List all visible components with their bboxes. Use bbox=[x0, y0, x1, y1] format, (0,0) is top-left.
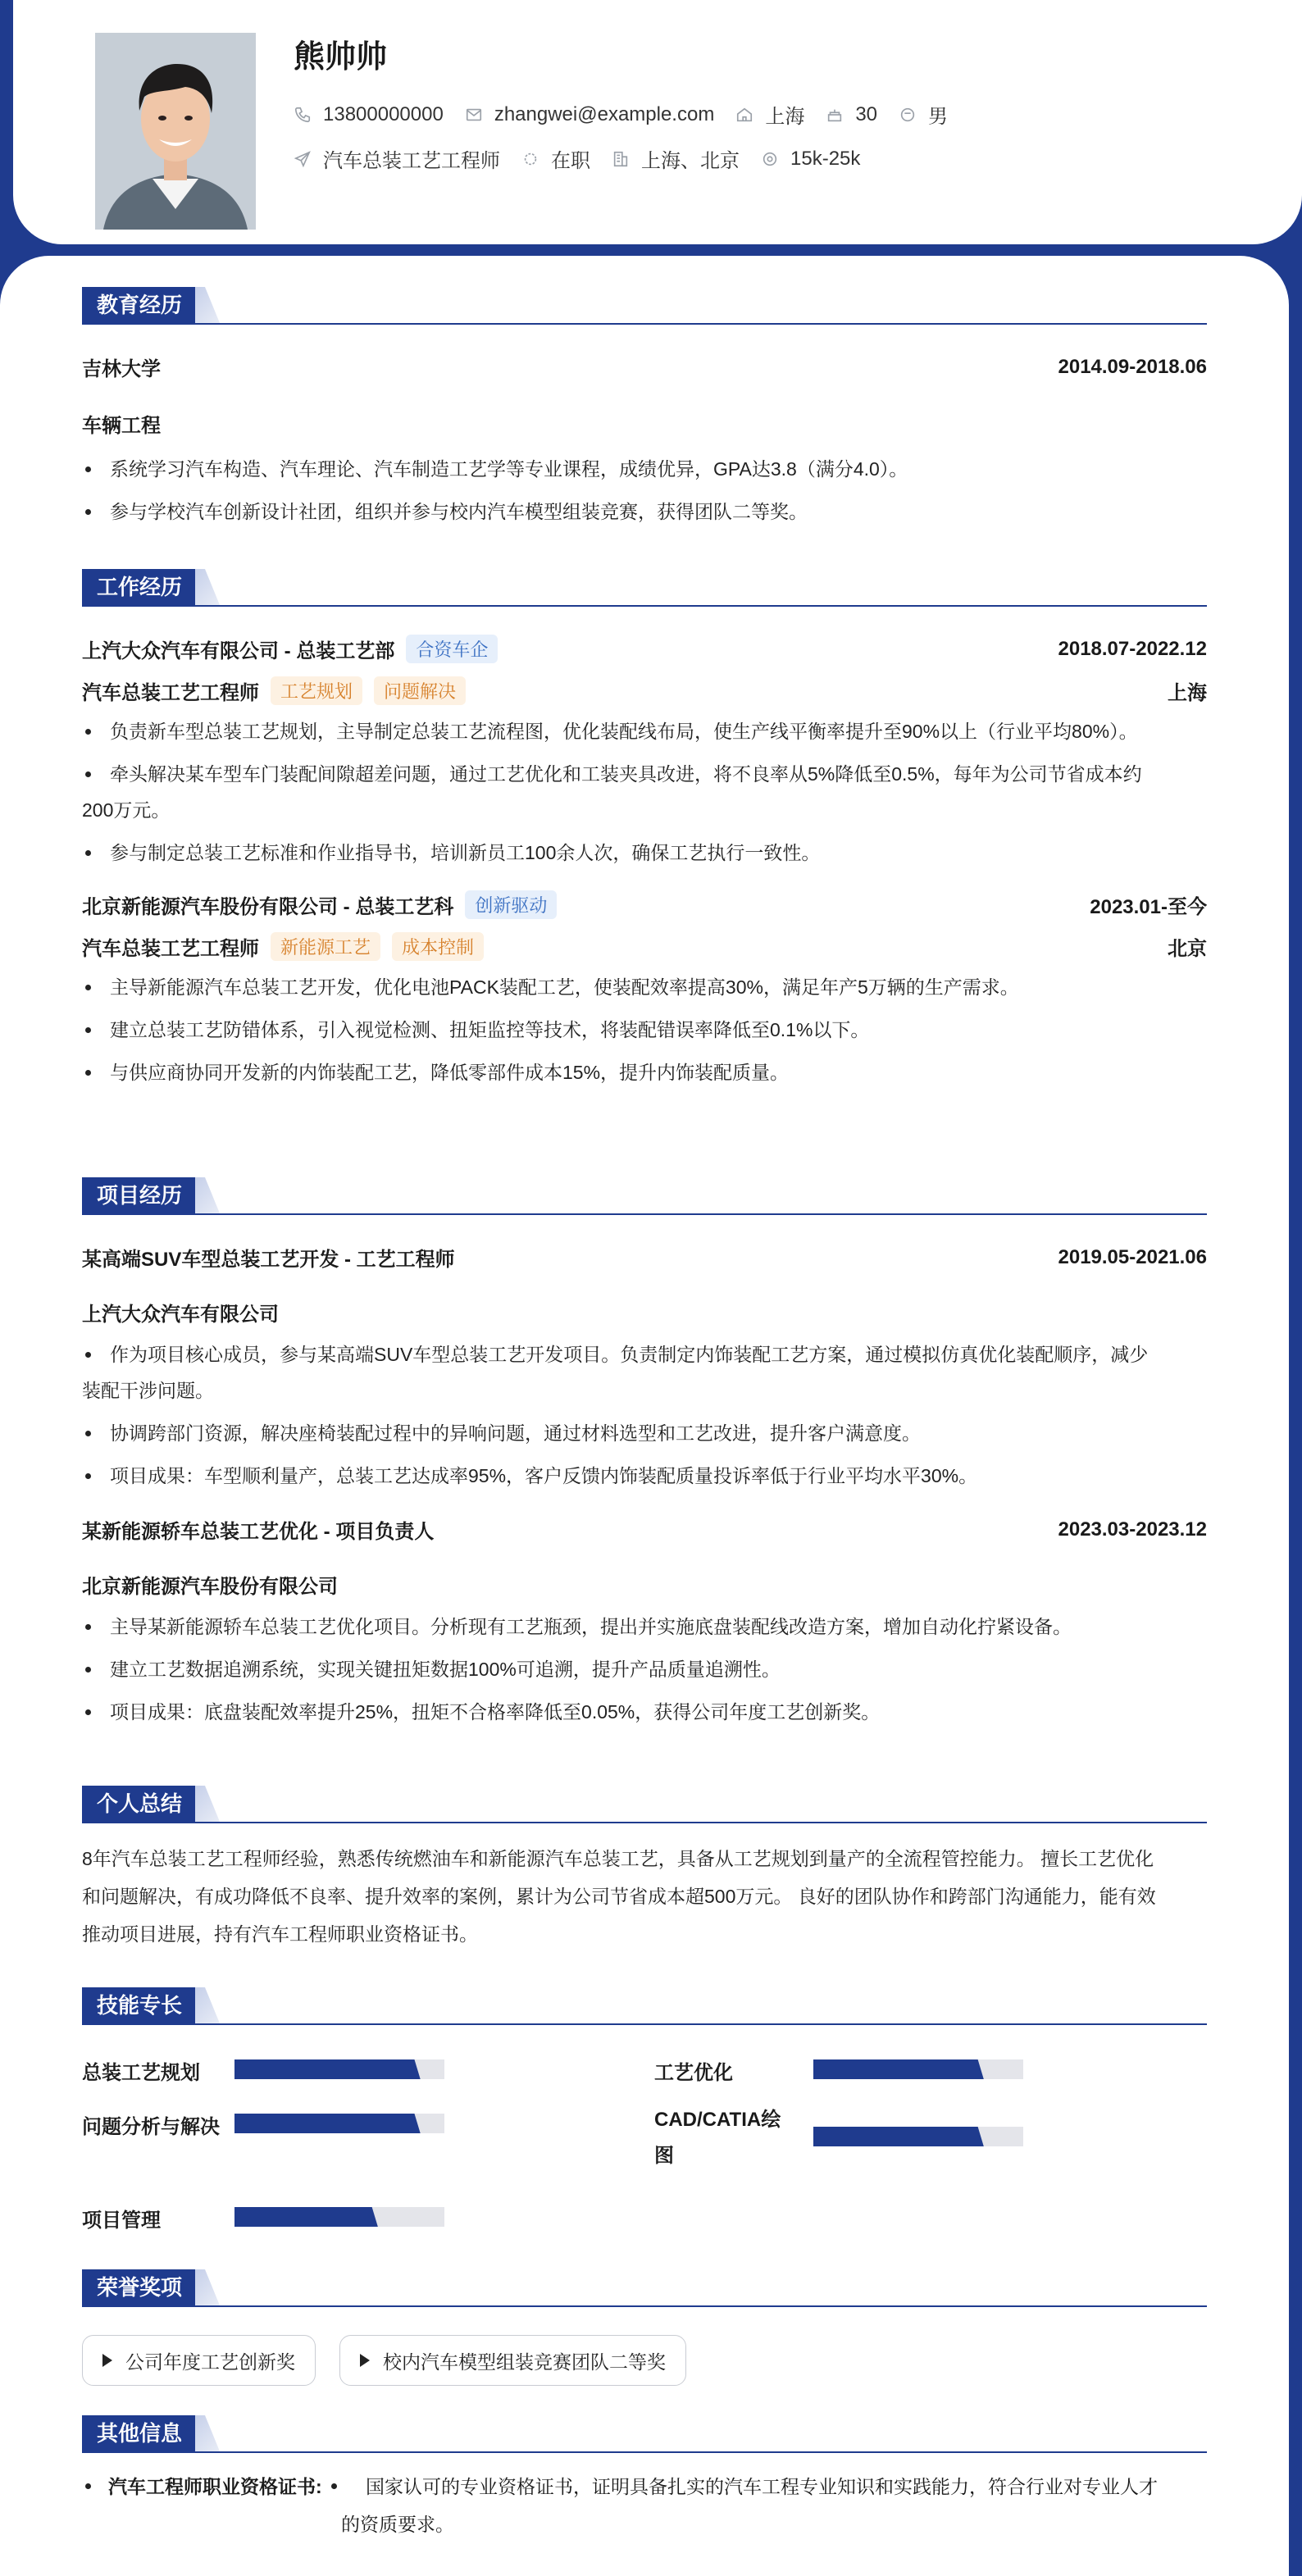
project-org: 北京新能源汽车股份有限公司 bbox=[82, 1576, 338, 1598]
skill-bar-fill bbox=[234, 2207, 370, 2227]
skill-name bbox=[654, 2102, 781, 2174]
contact-phone bbox=[294, 103, 444, 126]
list-item: 建立总装工艺防错体系，引入视觉检测、扭矩监控等技术，将装配错误率降低至0.1%以下。 bbox=[82, 1012, 1207, 1048]
intention-position bbox=[294, 144, 500, 173]
skill-bar-fill bbox=[234, 2114, 412, 2133]
list-item-continued: 200万元。 bbox=[82, 799, 171, 821]
skill-tag: 新能源工艺 bbox=[271, 932, 380, 961]
summary-text bbox=[82, 1840, 1207, 1953]
certificate-desc-line: 国家认可的专业资格证书，证明具备扎实的汽车工程专业知识和实践能力，符合行业对专业人才 bbox=[366, 2476, 1158, 2497]
mail-icon bbox=[465, 106, 483, 124]
skill-name: 问题分析与解决 bbox=[82, 2116, 220, 2138]
section-title: 个人总结 bbox=[82, 1786, 197, 1822]
skill-bar bbox=[813, 2059, 1023, 2079]
building-icon bbox=[612, 150, 630, 168]
education-section bbox=[82, 287, 1207, 530]
section-header bbox=[82, 2415, 1207, 2453]
list-item: 建立工艺数据追溯系统，实现关键扭矩数据100%可追溯，提升产品质量追溯性。 bbox=[82, 1651, 1207, 1687]
project-org: 上汽大众汽车有限公司 bbox=[82, 1304, 279, 1326]
awards-section bbox=[82, 2269, 1207, 2387]
candidate-name: 熊帅帅 bbox=[294, 40, 388, 75]
job-row bbox=[82, 635, 1207, 663]
job-city: 北京 bbox=[1168, 938, 1207, 960]
project-name: 某新能源轿车总装工艺优化 - 项目负责人 bbox=[82, 1521, 435, 1543]
list-item: 作为项目核心成员，参与某高端SUV车型总装工艺开发项目。负责制定内饰装配工艺方案，通过模拟仿真优化装配顺序，减少 bbox=[82, 1336, 1207, 1372]
avatar-illustration bbox=[95, 33, 256, 230]
contact-city bbox=[735, 100, 804, 129]
section-header bbox=[82, 1786, 1207, 1823]
certificate-label-text: 汽车工程师职业资格证书: bbox=[108, 2476, 322, 2497]
phone-icon bbox=[294, 106, 312, 124]
profile-photo bbox=[95, 33, 256, 230]
age-text: 30 bbox=[855, 102, 878, 125]
play-icon bbox=[102, 2354, 112, 2367]
project-org-row bbox=[82, 1570, 1207, 1599]
section-title-tail bbox=[195, 287, 220, 323]
skill-bar-fill bbox=[813, 2127, 976, 2146]
certificate-desc bbox=[341, 2468, 1207, 2543]
age-icon bbox=[826, 106, 844, 124]
job-city: 上海 bbox=[1168, 682, 1207, 704]
project-period: 2019.05-2021.06 bbox=[1058, 1245, 1207, 1268]
awards-list bbox=[82, 2335, 1207, 2387]
project-row bbox=[82, 1243, 1207, 1272]
play-icon bbox=[360, 2354, 370, 2367]
section-title: 教育经历 bbox=[82, 287, 197, 323]
skills-section bbox=[82, 1987, 1207, 2232]
section-title: 技能专长 bbox=[82, 1987, 197, 2023]
list-item: 主导某新能源轿车总装工艺优化项目。分析现有工艺瓶颈，提出并实施底盘装配线改造方案，增加自动化拧紧设备。 bbox=[82, 1609, 1207, 1645]
project-row bbox=[82, 1515, 1207, 1544]
education-period: 2014.09-2018.06 bbox=[1058, 355, 1207, 378]
job-bullets bbox=[82, 713, 1207, 871]
list-item: 协调跨部门资源，解决座椅装配过程中的异响问题，通过材料选型和工艺改进，提升客户满意度。 bbox=[82, 1415, 1207, 1451]
award-text: 公司年度工艺创新奖 bbox=[125, 2351, 295, 2373]
intention-status bbox=[521, 144, 590, 173]
intention-salary bbox=[761, 148, 860, 171]
award-chip bbox=[339, 2335, 686, 2386]
section-title: 工作经历 bbox=[82, 569, 197, 605]
home-icon bbox=[735, 106, 753, 124]
email-text: zhangwei@example.com bbox=[494, 102, 715, 125]
section-header bbox=[82, 2269, 1207, 2307]
skill-name: 项目管理 bbox=[82, 2210, 161, 2232]
other-section bbox=[82, 2415, 1207, 2550]
intention-city bbox=[612, 144, 740, 173]
skill-bar bbox=[234, 2059, 444, 2079]
section-title: 荣誉奖项 bbox=[82, 2269, 197, 2305]
award-text: 校内汽车模型组装竞赛团队二等奖 bbox=[383, 2351, 666, 2373]
position-row bbox=[82, 676, 1207, 705]
summary-section bbox=[82, 1786, 1207, 1953]
work-section bbox=[82, 569, 1207, 1090]
projects-section bbox=[82, 1177, 1207, 1730]
job-row bbox=[82, 890, 1207, 919]
skill-bar bbox=[234, 2114, 444, 2133]
section-title-tail bbox=[195, 2415, 220, 2451]
list-item: 主导新能源汽车总装工艺开发，优化电池PACK装配工艺，使装配效率提高30%，满足年产5万辆的生产需求。 bbox=[82, 969, 1207, 1005]
skill-name: 总装工艺规划 bbox=[82, 2062, 200, 2084]
skill-tag: 成本控制 bbox=[392, 932, 484, 961]
skill-bar bbox=[234, 2207, 444, 2227]
contact-gender bbox=[899, 100, 948, 129]
award-chip bbox=[82, 2335, 316, 2386]
job-bullets bbox=[82, 969, 1207, 1090]
list-item: 与供应商协同开发新的内饰装配工艺，降低零部件成本15%，提升内饰装配质量。 bbox=[82, 1054, 1207, 1090]
gender-text: 男 bbox=[928, 106, 949, 128]
contact-age bbox=[826, 103, 877, 126]
list-item: 参与学校汽车创新设计社团，组织并参与校内汽车模型组装竞赛，获得团队二等奖。 bbox=[82, 494, 1207, 530]
section-title-tail bbox=[195, 1786, 220, 1822]
skill-tag: 问题解决 bbox=[374, 676, 466, 705]
list-item: 参与制定总装工艺标准和作业指导书，培训新员工100余人次，确保工艺执行一致性。 bbox=[82, 835, 1207, 871]
bullet-dot bbox=[85, 2483, 91, 2489]
list-item: 负责新车型总装工艺规划，主导制定总装工艺流程图，优化装配线布局，使生产线平衡率提升至90%以上（行业平均80%）。 bbox=[82, 713, 1207, 749]
company-tag: 创新驱动 bbox=[465, 890, 557, 919]
education-row bbox=[82, 353, 1207, 381]
section-title-tail bbox=[195, 1177, 220, 1213]
skill-name-line: CAD/CATIA绘 bbox=[654, 2109, 781, 2131]
bullet-dot bbox=[331, 2483, 337, 2489]
project-bullets bbox=[82, 1609, 1207, 1730]
salary-icon bbox=[761, 150, 779, 168]
section-title-tail bbox=[195, 569, 220, 605]
position-text: 汽车总装工艺工程师 bbox=[323, 150, 500, 172]
list-item-continued: 装配干涉问题。 bbox=[82, 1380, 214, 1401]
job-period: 2018.07-2022.12 bbox=[1058, 637, 1207, 660]
position-name: 汽车总装工艺工程师 bbox=[82, 938, 259, 960]
major-row bbox=[82, 409, 1207, 438]
summary-line: 和问题解决，有成功降低不良率、提升效率的案例，累计为公司节省成本超500万元。 良好的团队协作和跨部门沟通能力，能有效 bbox=[82, 1886, 1156, 1907]
other-item bbox=[82, 2468, 1207, 2550]
intention-row bbox=[294, 144, 881, 173]
skill-bar-fill bbox=[813, 2059, 976, 2079]
main-card bbox=[0, 256, 1289, 2576]
status-icon bbox=[521, 150, 539, 168]
section-header bbox=[82, 1987, 1207, 2025]
position-row bbox=[82, 932, 1207, 961]
certificate-desc-line: 的资质要求。 bbox=[341, 2514, 454, 2535]
send-icon bbox=[294, 150, 312, 168]
project-org-row bbox=[82, 1298, 1207, 1327]
status-text: 在职 bbox=[551, 150, 590, 172]
project-bullets bbox=[82, 1336, 1207, 1494]
company-tag: 合资车企 bbox=[406, 635, 498, 663]
skill-name: 工艺优化 bbox=[654, 2062, 733, 2084]
section-title: 项目经历 bbox=[82, 1177, 197, 1213]
list-item: 系统学习汽车构造、汽车理论、汽车制造工艺学等专业课程，成绩优异，GPA达3.8（满分4.0）。 bbox=[82, 451, 1207, 487]
section-header bbox=[82, 287, 1207, 325]
city-text: 上海 bbox=[765, 106, 805, 128]
gender-icon bbox=[899, 106, 917, 124]
summary-line: 8年汽车总装工艺工程师经验，熟悉传统燃油车和新能源汽车总装工艺，具备从工艺规划到量产的全流程管控能力。 擅长工艺优化 bbox=[82, 1848, 1154, 1869]
contact-email bbox=[465, 103, 715, 126]
section-title-tail bbox=[195, 2269, 220, 2305]
project-period: 2023.03-2023.12 bbox=[1058, 1518, 1207, 1541]
skill-bar-fill bbox=[234, 2059, 412, 2079]
summary-line: 推动项目进展，持有汽车工程师职业资格证书。 bbox=[82, 1923, 478, 1945]
school-name: 吉林大学 bbox=[82, 358, 161, 380]
header-card bbox=[13, 0, 1302, 244]
company-name: 上汽大众汽车有限公司 - 总装工艺部 bbox=[82, 640, 395, 662]
job-period: 2023.01-至今 bbox=[1090, 896, 1207, 918]
list-item: 牵头解决某车型车门装配间隙超差问题，通过工艺优化和工装夹具改进，将不良率从5%降低至0.5%，每年为公司节省成本约 bbox=[82, 756, 1207, 792]
skill-bar bbox=[813, 2127, 1023, 2146]
certificate-label bbox=[82, 2468, 322, 2505]
target-city-text: 上海、北京 bbox=[641, 150, 740, 172]
major-name: 车辆工程 bbox=[82, 415, 161, 437]
section-header bbox=[82, 569, 1207, 607]
skill-tag: 工艺规划 bbox=[271, 676, 362, 705]
company-name: 北京新能源汽车股份有限公司 - 总装工艺科 bbox=[82, 896, 454, 918]
section-title-tail bbox=[195, 1987, 220, 2023]
education-bullets bbox=[82, 451, 1207, 530]
contact-row bbox=[294, 100, 969, 129]
position-name: 汽车总装工艺工程师 bbox=[82, 682, 259, 704]
list-item: 项目成果：车型顺利量产，总装工艺达成率95%，客户反馈内饰装配质量投诉率低于行业平均水平30%。 bbox=[82, 1458, 1207, 1494]
phone-text: 13800000000 bbox=[323, 102, 444, 125]
list-item: 项目成果：底盘装配效率提升25%，扭矩不合格率降低至0.05%，获得公司年度工艺创新奖。 bbox=[82, 1694, 1207, 1730]
section-title: 其他信息 bbox=[82, 2415, 197, 2451]
skill-name-line: 图 bbox=[654, 2145, 674, 2167]
salary-text: 15k-25k bbox=[790, 147, 861, 170]
section-header bbox=[82, 1177, 1207, 1215]
project-name: 某高端SUV车型总装工艺开发 - 工艺工程师 bbox=[82, 1249, 455, 1271]
